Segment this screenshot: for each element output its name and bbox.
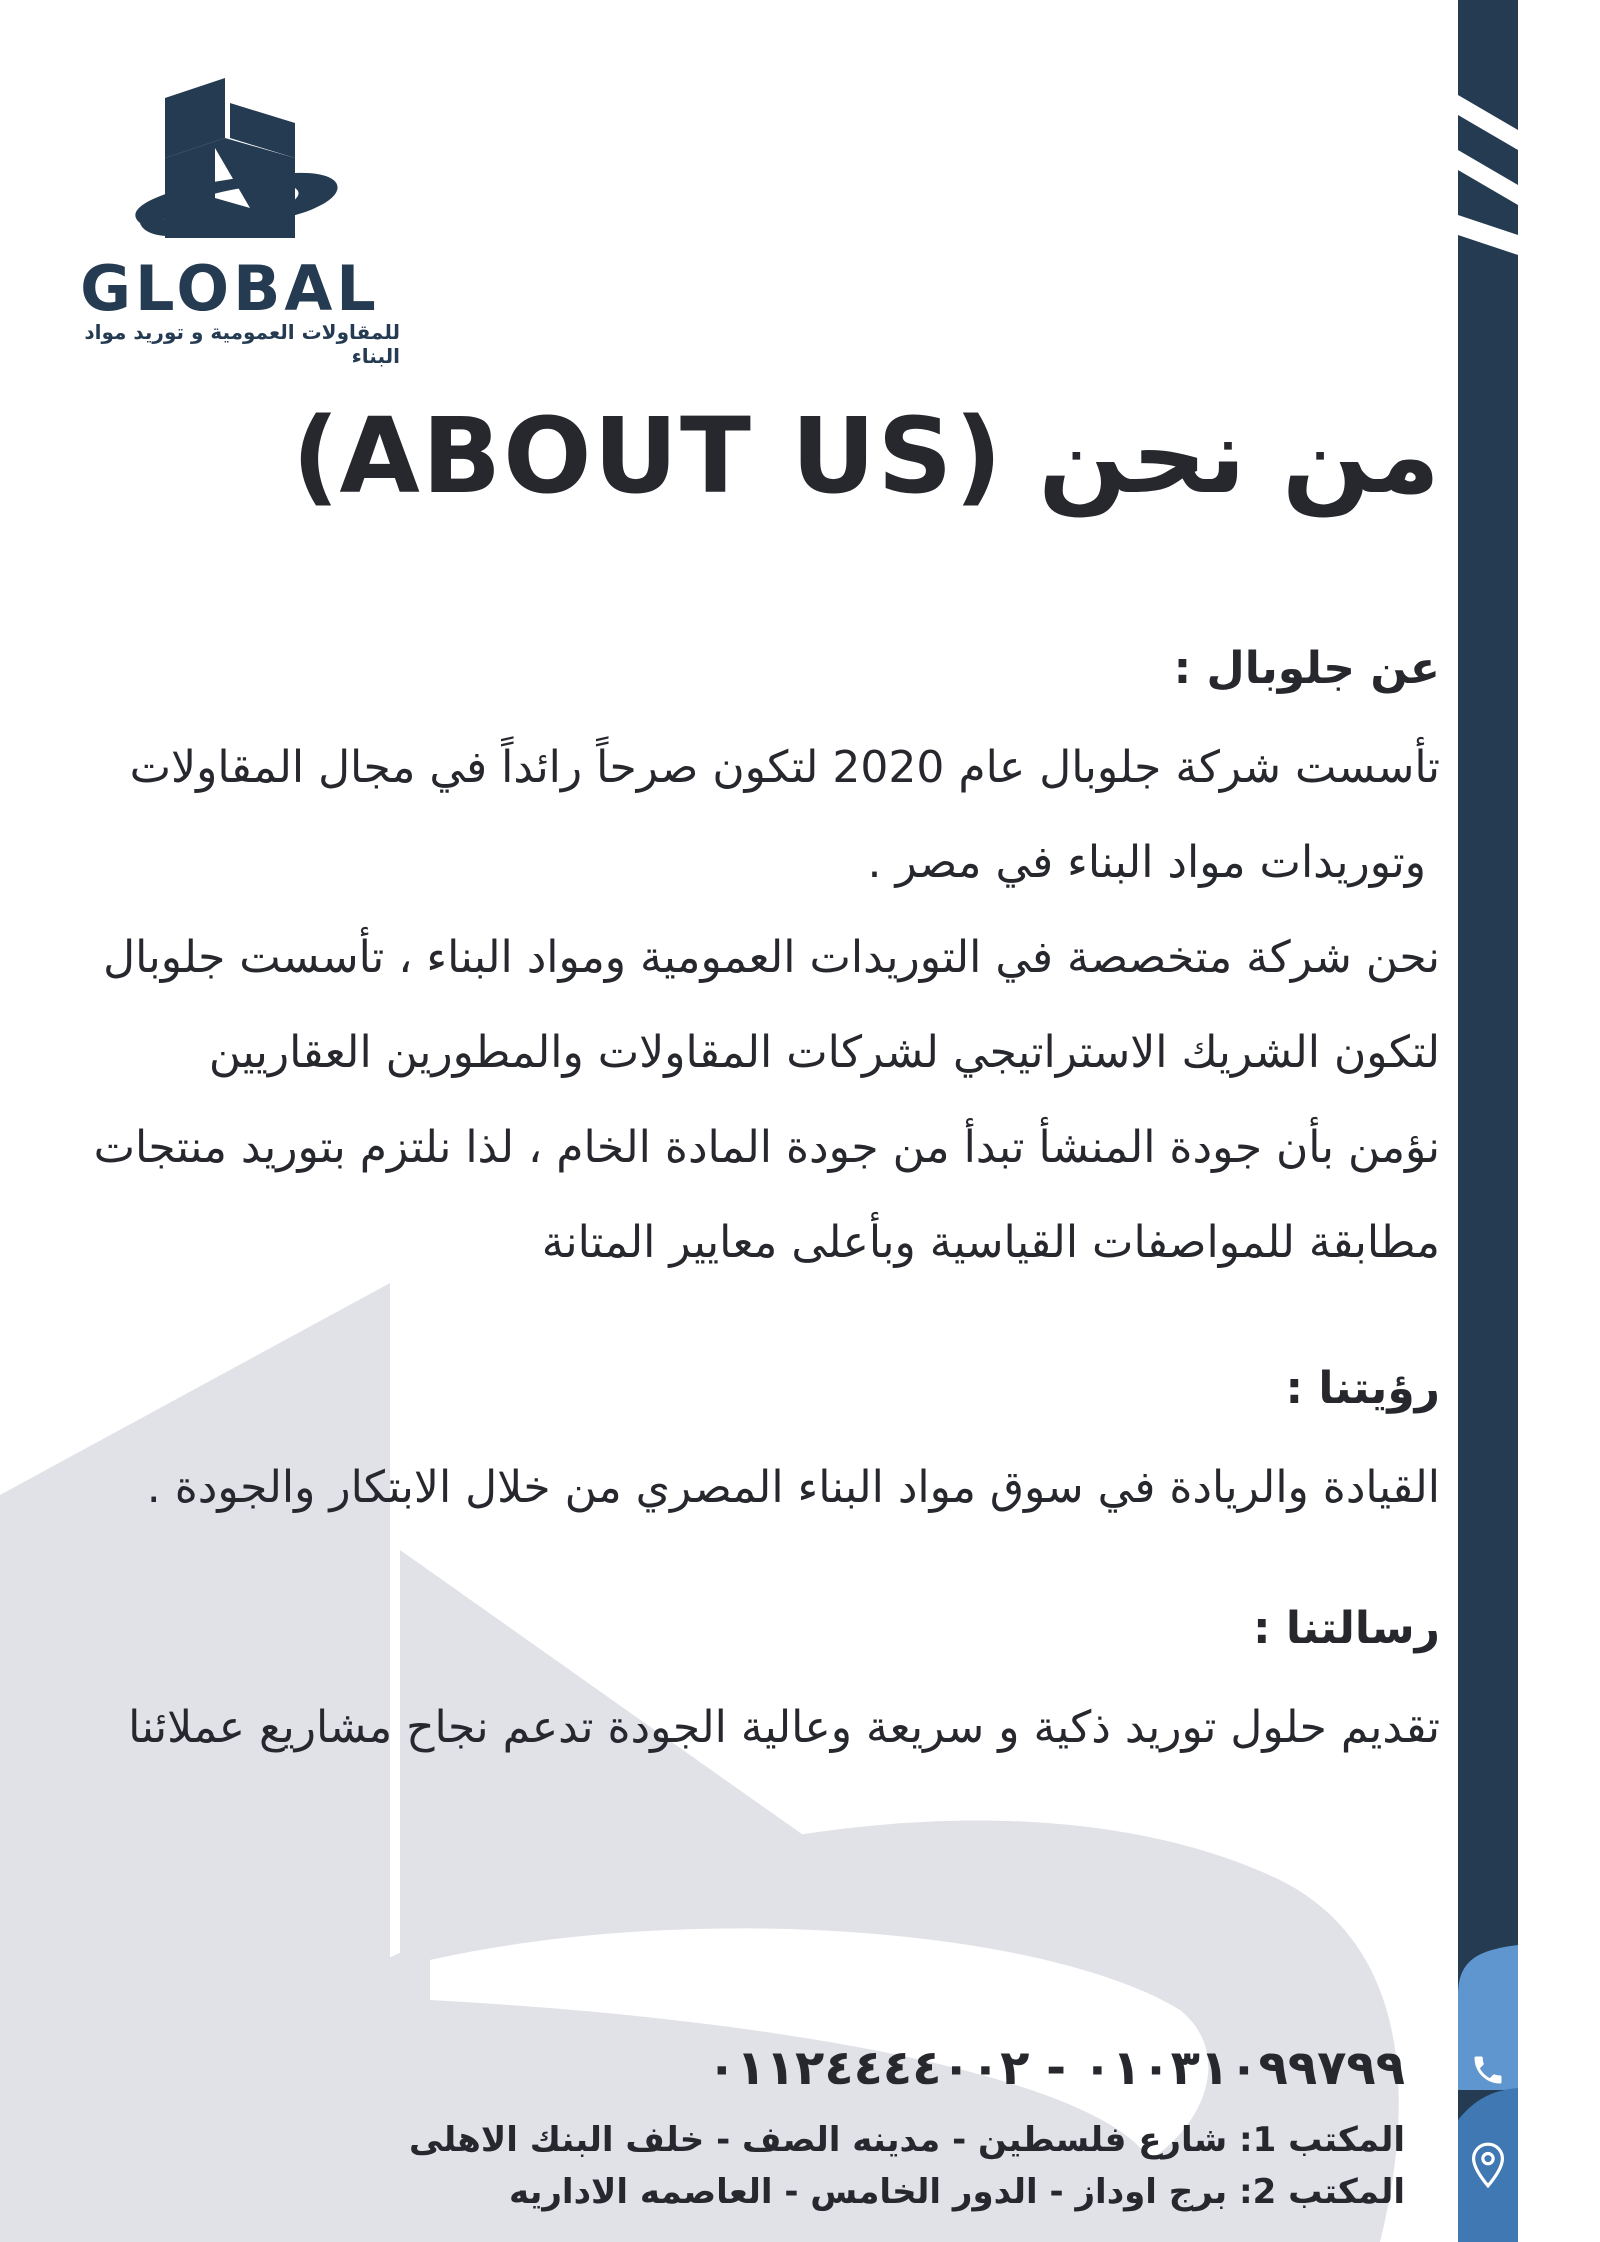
- logo-wordmark: GLOBAL: [80, 252, 380, 325]
- about-paragraph: [94, 720, 1440, 1290]
- about-line: نحن شركة متخصصة في التوريدات العمومية ومواد البناء ، تأسست جلوبال: [103, 932, 1440, 983]
- about-heading: عن جلوبال :: [1173, 643, 1440, 694]
- location-pin-icon[interactable]: [1458, 2135, 1518, 2195]
- vision-text: القيادة والريادة في سوق مواد البناء المصري من خلال الابتكار والجودة .: [146, 1462, 1440, 1513]
- logo-tagline: للمقاولات العمومية و توريد مواد البناء: [84, 320, 400, 368]
- vision-heading: رؤيتنا :: [1285, 1363, 1440, 1414]
- contact-footer: [205, 2040, 1405, 2218]
- about-line: لتكون الشريك الاستراتيجي لشركات المقاولات والمطورين العقاريين: [208, 1027, 1440, 1078]
- phone-icon[interactable]: [1458, 2040, 1518, 2100]
- office-1-address: المكتب 1: شارع فلسطين - مدينه الصف - خلف البنك الاهلى: [409, 2120, 1405, 2160]
- mission-text: تقديم حلول توريد ذكية و سريعة وعالية الجودة تدعم نجاح مشاريع عملائنا: [128, 1702, 1440, 1753]
- sidebar-stripe: [1458, 0, 1518, 2242]
- about-line: مطابقة للمواصفات القياسية وبأعلى معايير المتانة: [541, 1217, 1440, 1268]
- about-line: تأسست شركة جلوبال عام 2020 لتكون صرحاً رائداً في مجال المقاولات: [129, 742, 1440, 793]
- office-2-address: المكتب 2: برج اوداز - الدور الخامس - العاصمه الاداريه: [508, 2172, 1405, 2212]
- about-line: وتوريدات مواد البناء في مصر .: [867, 837, 1426, 888]
- about-line: نؤمن بأن جودة المنشأ تبدأ من جودة المادة الخام ، لذا نلتزم بتوريد منتجات: [93, 1122, 1440, 1173]
- mission-heading: رسالتنا :: [1253, 1603, 1440, 1654]
- page-title: من نحن (ABOUT US): [291, 395, 1440, 517]
- phone-numbers[interactable]: ٠١٠٣١٠٩٩٧٩٩ - ٠١١٢٤٤٤٤٠٠٢: [707, 2040, 1405, 2096]
